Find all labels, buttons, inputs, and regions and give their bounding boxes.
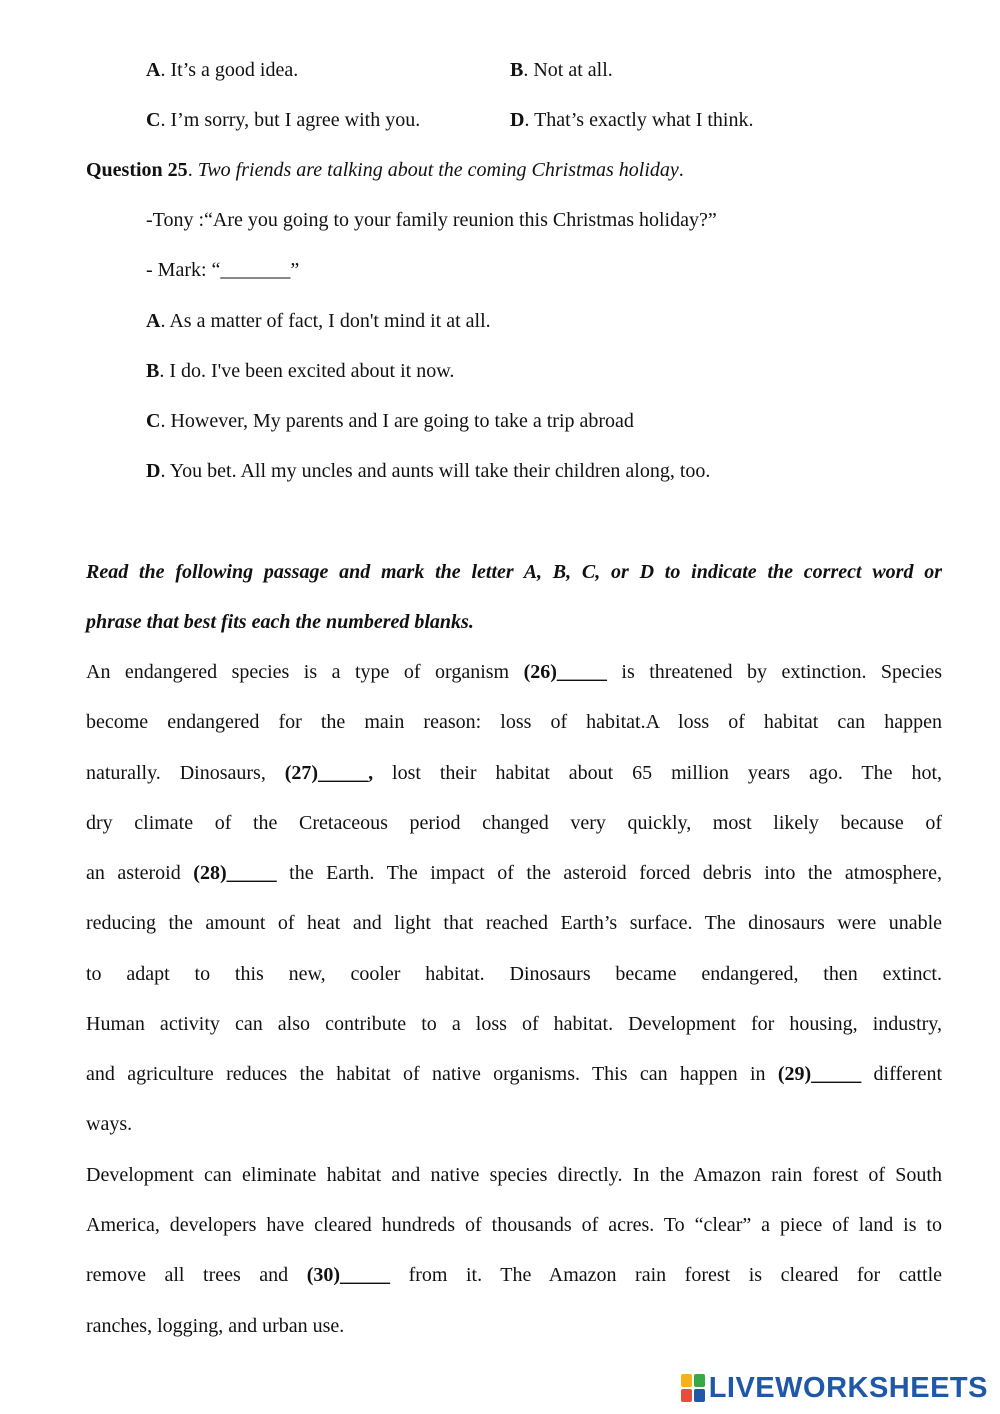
passage-line-4: dry climate of the Cretaceous period changed very quickly, most likely because of — [86, 812, 942, 834]
dialogue-tony: -Tony :“Are you going to your family reunion this Christmas holiday?” — [146, 209, 717, 231]
logo-square-2 — [694, 1374, 705, 1387]
q25-option-b[interactable]: B. I do. I've been excited about it now. — [146, 360, 455, 382]
passage-line-10: ways. — [86, 1113, 133, 1135]
q25-option-a[interactable]: A. As a matter of fact, I don't mind it at all. — [146, 310, 491, 332]
passage-line-12: America, developers have cleared hundreds of thousands of acres. To “clear” a piece of land is to — [86, 1214, 942, 1236]
blank-27[interactable]: (27)_____, — [284, 762, 374, 784]
dialogue-mark: - Mark: “_______” — [146, 259, 300, 281]
instruction-line-1: Read the following passage and mark the letter A, B, C, or D to indicate the correct word or — [86, 561, 942, 583]
passage-line-11: Development can eliminate habitat and native species directly. In the Amazon rain forest of South — [86, 1164, 942, 1186]
mark-answer-blank[interactable]: _______ — [220, 259, 291, 281]
blank-29[interactable]: (29)_____ — [777, 1063, 862, 1085]
logo-square-3 — [681, 1389, 692, 1402]
q24-option-c[interactable]: C. I’m sorry, but I agree with you. — [146, 109, 421, 131]
passage-line-8: Human activity can also contribute to a loss of habitat. Development for housing, industry, — [86, 1013, 942, 1035]
passage-line-7: to adapt to this new, cooler habitat. Dinosaurs became endangered, then extinct. — [86, 963, 942, 985]
blank-28[interactable]: (28)_____ — [193, 862, 277, 884]
passage-line-9: and agriculture reduces the habitat of native organisms. This can happen in (29)_____ different — [86, 1063, 943, 1085]
passage-line-3: naturally. Dinosaurs, (27)_____, lost their habitat about 65 million years ago. The hot, — [86, 762, 942, 784]
blank-26[interactable]: (26)_____ — [523, 661, 607, 683]
logo-square-4 — [694, 1389, 705, 1402]
passage-line-1: An endangered species is a type of organism (26)_____ is threatened by extinction. Species — [86, 661, 943, 683]
q25-option-d[interactable]: D. You bet. All my uncles and aunts will take their children along, too. — [146, 460, 711, 482]
passage-line-2: become endangered for the main reason: loss of habitat.A loss of habitat can happen — [86, 711, 942, 733]
passage-line-5: an asteroid (28)_____ the Earth. The impact of the asteroid forced debris into the atmosphere, — [86, 862, 943, 884]
logo-square-1 — [681, 1374, 692, 1387]
q24-option-b[interactable]: B. Not at all. — [510, 59, 613, 81]
passage-line-6: reducing the amount of heat and light that reached Earth’s surface. The dinosaurs were unable — [86, 912, 942, 934]
q25-option-c[interactable]: C. However, My parents and I are going to take a trip abroad — [146, 410, 634, 432]
liveworksheets-logo-icon — [681, 1374, 705, 1402]
instruction-line-2: phrase that best fits each the numbered blanks. — [86, 611, 474, 633]
q24-option-a[interactable]: A. It’s a good idea. — [146, 59, 299, 81]
liveworksheets-logo — [681, 1372, 988, 1404]
blank-30[interactable]: (30)_____ — [306, 1264, 391, 1286]
question-25-heading: Question 25. Two friends are talking about the coming Christmas holiday. — [86, 159, 684, 181]
q24-option-d[interactable]: D. That’s exactly what I think. — [510, 109, 754, 131]
passage-line-14: ranches, logging, and urban use. — [86, 1315, 345, 1337]
passage-line-13: remove all trees and (30)_____ from it. The Amazon rain forest is cleared for cattle — [86, 1264, 943, 1286]
logo-text: LIVEWORKSHEETS — [708, 1371, 988, 1404]
